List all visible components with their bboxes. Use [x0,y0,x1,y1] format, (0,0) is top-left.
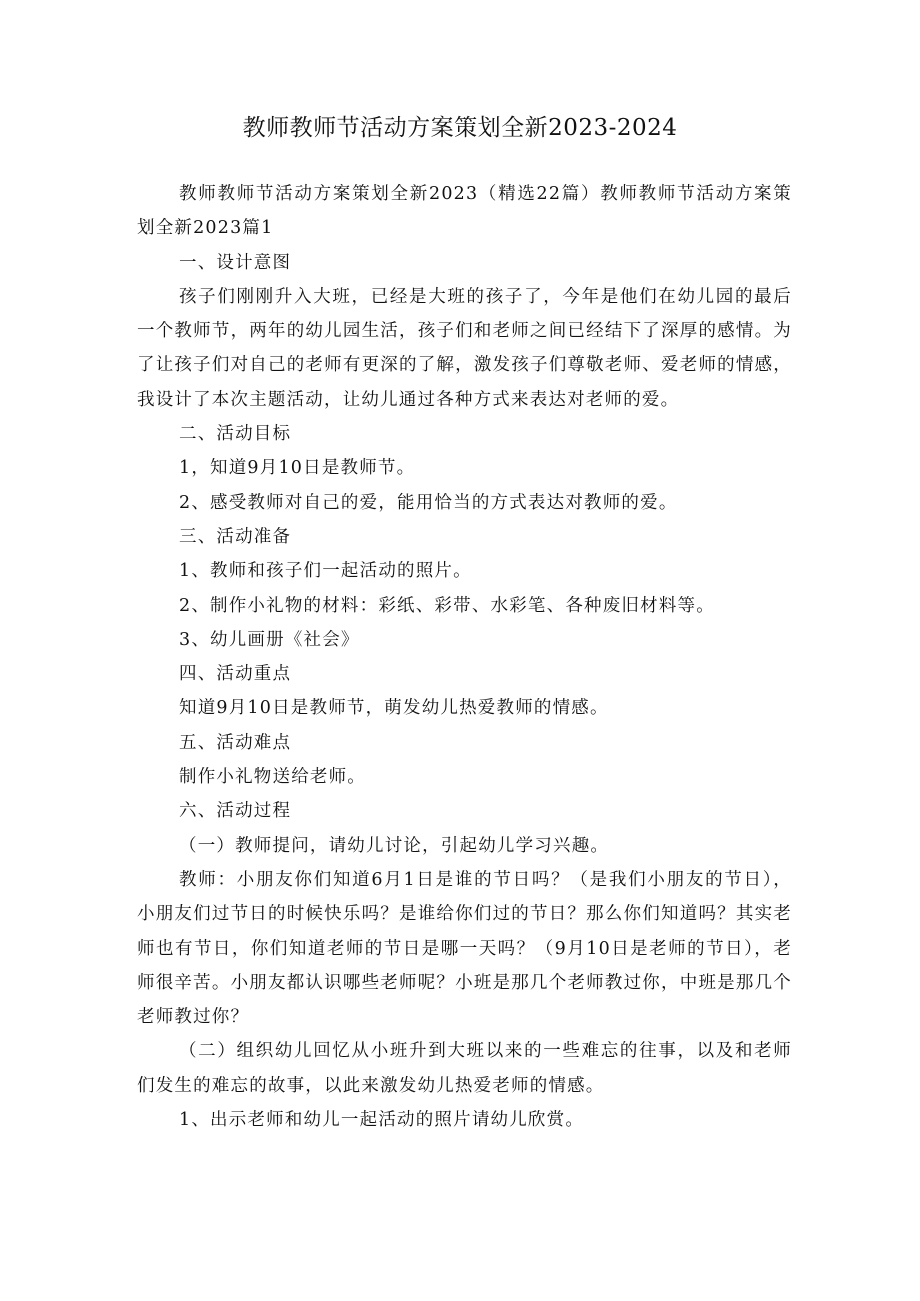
section-heading: 六、活动过程 [179,801,292,822]
list-item: 1、教师和孩子们一起活动的照片。 [179,561,472,582]
paragraph: 知道9月10日是教师节，萌发幼儿热爱教师的情感。 [179,698,609,719]
intro-paragraph: 教师教师节活动方案策划全新2023（精选22篇）教师教师节活动方案策划全新2023篇1 [137,184,792,239]
paragraph: 孩子们刚刚升入大班，已经是大班的孩子了，今年是他们在幼儿园的最后一个教师节，两年的幼儿园生活，孩子们和老师之间已经结下了深厚的感情。为了让孩子们对自己的老师有更深的了解，激发孩子们尊敬老师、爱老师的情感，我设计了本次主题活动，让幼儿通过各种方式来表达对老师的爱。 [137,286,792,410]
paragraph: 制作小礼物送给老师。 [179,767,366,788]
list-item: 3、幼儿画册《社会》 [179,629,360,650]
sub-heading: （二）组织幼儿回忆从小班升到大班以来的一些难忘的往事，以及和老师们发生的难忘的故事，以此来激发幼儿热爱老师的情感。 [137,1041,792,1096]
paragraph: 教师：小朋友你们知道6月1日是谁的节日吗？（是我们小朋友的节日），小朋友们过节日的时候快乐吗？是谁给你们过的节日？那么你们知道吗？其实老师也有节日，你们知道老师的节日是哪一天吗？（9月10日是老师的节日），老师很辛苦。小朋友都认识哪些老师呢？小班是那几个老师教过你，中班是那几个老师教过你？ [137,869,792,1028]
list-item: 2、制作小礼物的材料：彩纸、彩带、水彩笔、各种废旧材料等。 [179,595,715,616]
section-heading: 四、活动重点 [179,664,292,685]
list-item: 1、出示老师和幼儿一起活动的照片请幼儿欣赏。 [179,1110,585,1131]
sub-heading: （一）教师提问，请幼儿讨论，引起幼儿学习兴趣。 [179,835,610,856]
document-title: 教师教师节活动方案策划全新2023-2024 [242,115,678,141]
section-heading: 二、活动目标 [179,424,292,445]
section-heading: 一、设计意图 [179,252,292,273]
section-heading: 三、活动准备 [179,526,292,547]
list-item: 1，知道9月10日是教师节。 [179,458,416,479]
section-heading: 五、活动难点 [179,732,292,753]
document-body [137,177,792,1137]
list-item: 2、感受教师对自己的爱，能用恰当的方式表达对教师的爱。 [179,492,678,513]
